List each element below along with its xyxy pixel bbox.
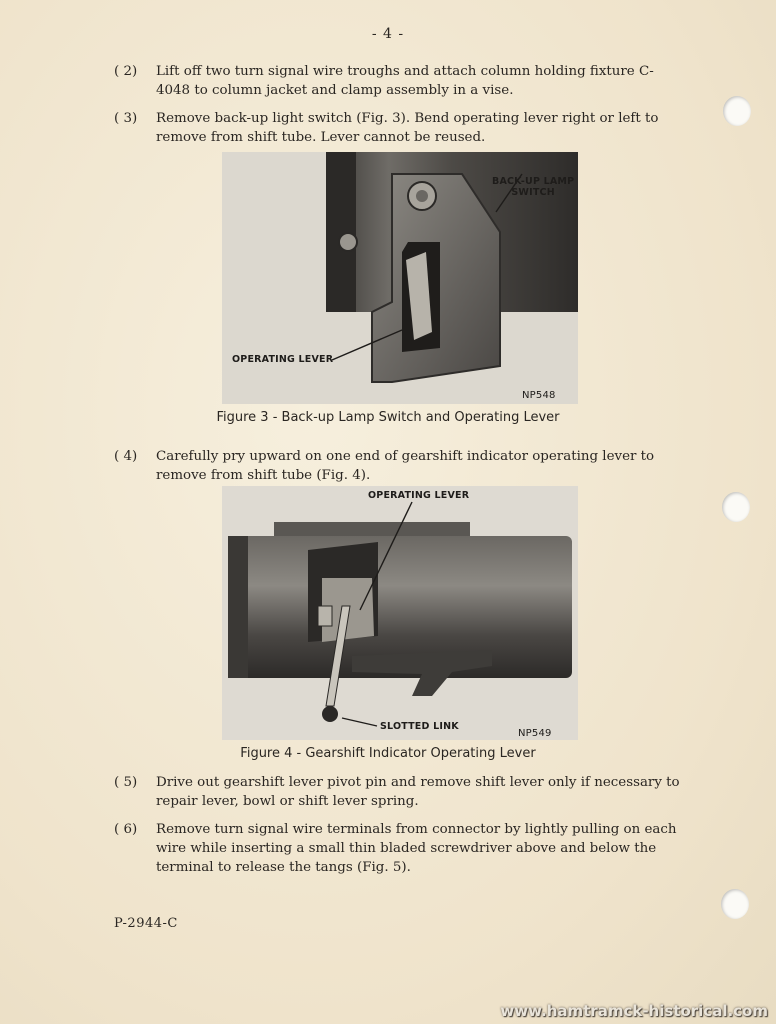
figure-4-caption: Figure 4 - Gearshift Indicator Operating Lever	[240, 746, 536, 761]
step-number: ( 2)	[114, 64, 138, 79]
label-slotted-link: SLOTTED LINK	[380, 721, 459, 732]
binder-hole	[721, 889, 749, 919]
figure-code: NP548	[522, 390, 556, 401]
figure-3-photo	[222, 152, 578, 404]
step-6	[114, 820, 684, 877]
page-number: - 4 -	[371, 26, 405, 42]
step-text: Remove back-up light switch (Fig. 3). Bend operating lever right or left to remove from shift tube. Lever cannot be reused.	[156, 111, 659, 145]
step-text: Carefully pry upward on one end of gearshift indicator operating lever to remove from shift tube (Fig. 4).	[156, 449, 655, 483]
indicator-lever-illustration	[222, 486, 578, 740]
label-backup-lamp-switch: BACK-UP LAMP SWITCH	[492, 176, 575, 198]
label-operating-lever: OPERATING LEVER	[368, 490, 470, 501]
binder-hole	[722, 492, 750, 522]
step-text: Remove turn signal wire terminals from connector by lightly pulling on each wire while inserting a small thin bladed screwdriver above and below the terminal to release the tangs (Fig. 5).	[156, 822, 677, 875]
watermark: www.hamtramck-historical.com	[500, 1002, 768, 1020]
label-operating-lever: OPERATING LEVER	[232, 354, 334, 365]
step-number: ( 6)	[114, 822, 138, 837]
step-number: ( 3)	[114, 111, 138, 126]
step-5	[114, 773, 684, 811]
step-3	[114, 109, 684, 147]
binder-hole	[723, 96, 751, 126]
step-text: Lift off two turn signal wire troughs and attach column holding fixture C-4048 to column jacket and clamp assembly in a vise.	[156, 64, 654, 98]
figure-code: NP549	[518, 728, 552, 739]
step-2	[114, 62, 684, 100]
step-text: Drive out gearshift lever pivot pin and remove shift lever only if necessary to repair lever, bowl or shift lever spring.	[156, 775, 680, 809]
step-4	[114, 447, 684, 485]
figure-4-photo	[222, 486, 578, 740]
step-number: ( 4)	[114, 449, 138, 464]
document-id: P-2944-C	[114, 916, 178, 931]
step-number: ( 5)	[114, 775, 138, 790]
figure-3-caption: Figure 3 - Back-up Lamp Switch and Operating Lever	[216, 410, 560, 425]
